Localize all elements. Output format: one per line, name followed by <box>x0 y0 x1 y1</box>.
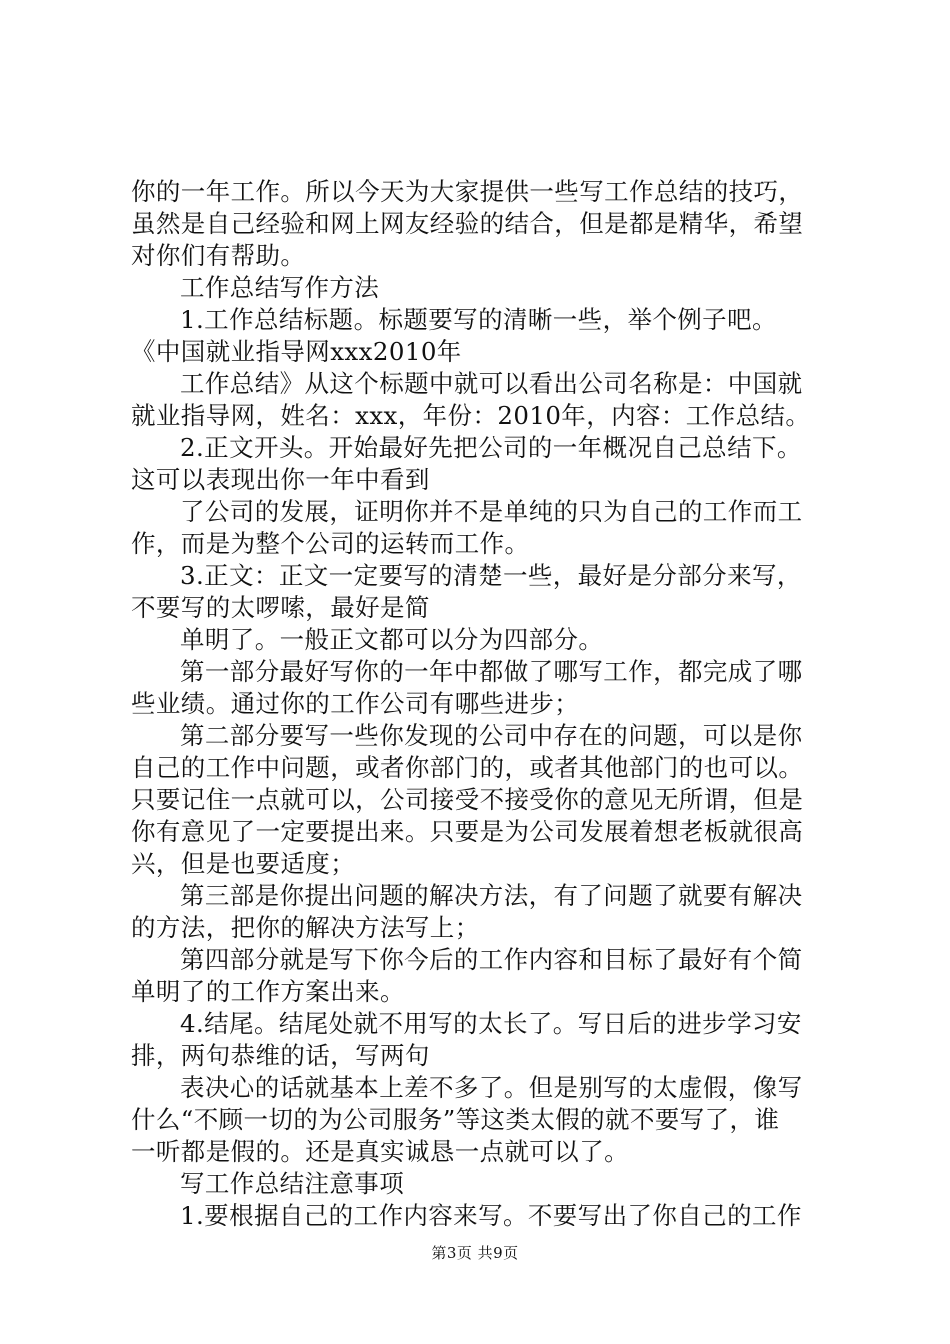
text-line: 的方法，把你的解决方法写上； <box>131 913 480 942</box>
text-line: 3.正文：正文一定要写的清楚一些，最好是分部分来写， <box>180 561 802 590</box>
text-line: 第二部分要写一些你发现的公司中存在的问题，可以是你 <box>180 721 803 750</box>
text-line: 些业绩。通过你的工作公司有哪些进步； <box>131 689 580 718</box>
text-line: 第三部是你提出问题的解决方法，有了问题了就要有解决 <box>180 881 803 910</box>
text-line: 第四部分就是写下你今后的工作内容和目标了最好有个简 <box>180 945 803 974</box>
text-line: 了公司的发展，证明你并不是单纯的只为自己的工作而工 <box>180 497 803 526</box>
text-line: 2.正文开头。开始最好先把公司的一年概况自己总结下。 <box>180 433 802 462</box>
text-line: 不要写的太啰嗦，最好是简 <box>131 593 430 622</box>
text-line: 你的一年工作。所以今天为大家提供一些写工作总结的技巧， <box>131 177 804 206</box>
text-line: 4.结尾。结尾处就不用写的太长了。写日后的进步学习安 <box>180 1009 802 1038</box>
section-heading: 写工作总结注意事项 <box>180 1169 405 1198</box>
text-line: 你有意见了一定要提出来。只要是为公司发展着想老板就很高 <box>131 817 804 846</box>
text-line: 什么“不顾一切的为公司服务”等这类太假的就不要写了，谁 <box>131 1105 780 1134</box>
text-line: 作，而是为整个公司的运转而工作。 <box>131 529 530 558</box>
text-line: 排，两句恭维的话，写两句 <box>131 1041 430 1070</box>
text-line: 一听都是假的。还是真实诚恳一点就可以了。 <box>131 1137 629 1166</box>
page-footer: 第3页 共9页 <box>431 1244 519 1262</box>
text-line: 就业指导网，姓名：xxx，年份：2010年，内容：工作总结。 <box>131 401 811 430</box>
text-line: 自己的工作中问题，或者你部门的，或者其他部门的也可以。 <box>131 753 804 782</box>
text-line: 兴，但是也要适度； <box>131 849 356 878</box>
text-line: 虽然是自己经验和网上网友经验的结合，但是都是精华，希望 <box>131 209 804 238</box>
text-line: 1.工作总结标题。标题要写的清晰一些，举个例子吧。 <box>180 305 777 334</box>
text-line: 这可以表现出你一年中看到 <box>131 465 430 494</box>
text-line: 单明了的工作方案出来。 <box>131 977 405 1006</box>
text-line: 1.要根据自己的工作内容来写。不要写出了你自己的工作 <box>180 1201 802 1230</box>
text-line: 表决心的话就基本上差不多了。但是别写的太虚假，像写 <box>180 1073 803 1102</box>
text-line: 单明了。一般正文都可以分为四部分。 <box>180 625 604 654</box>
section-heading: 工作总结写作方法 <box>180 273 380 302</box>
text-line: 只要记住一点就可以，公司接受不接受你的意见无所谓，但是 <box>131 785 804 814</box>
text-line: 《中国就业指导网xxx2010年 <box>131 337 462 366</box>
text-line: 第一部分最好写你的一年中都做了哪写工作，都完成了哪 <box>180 657 803 686</box>
text-line: 对你们有帮助。 <box>131 241 306 270</box>
text-line: 工作总结》从这个标题中就可以看出公司名称是：中国就 <box>180 369 803 398</box>
